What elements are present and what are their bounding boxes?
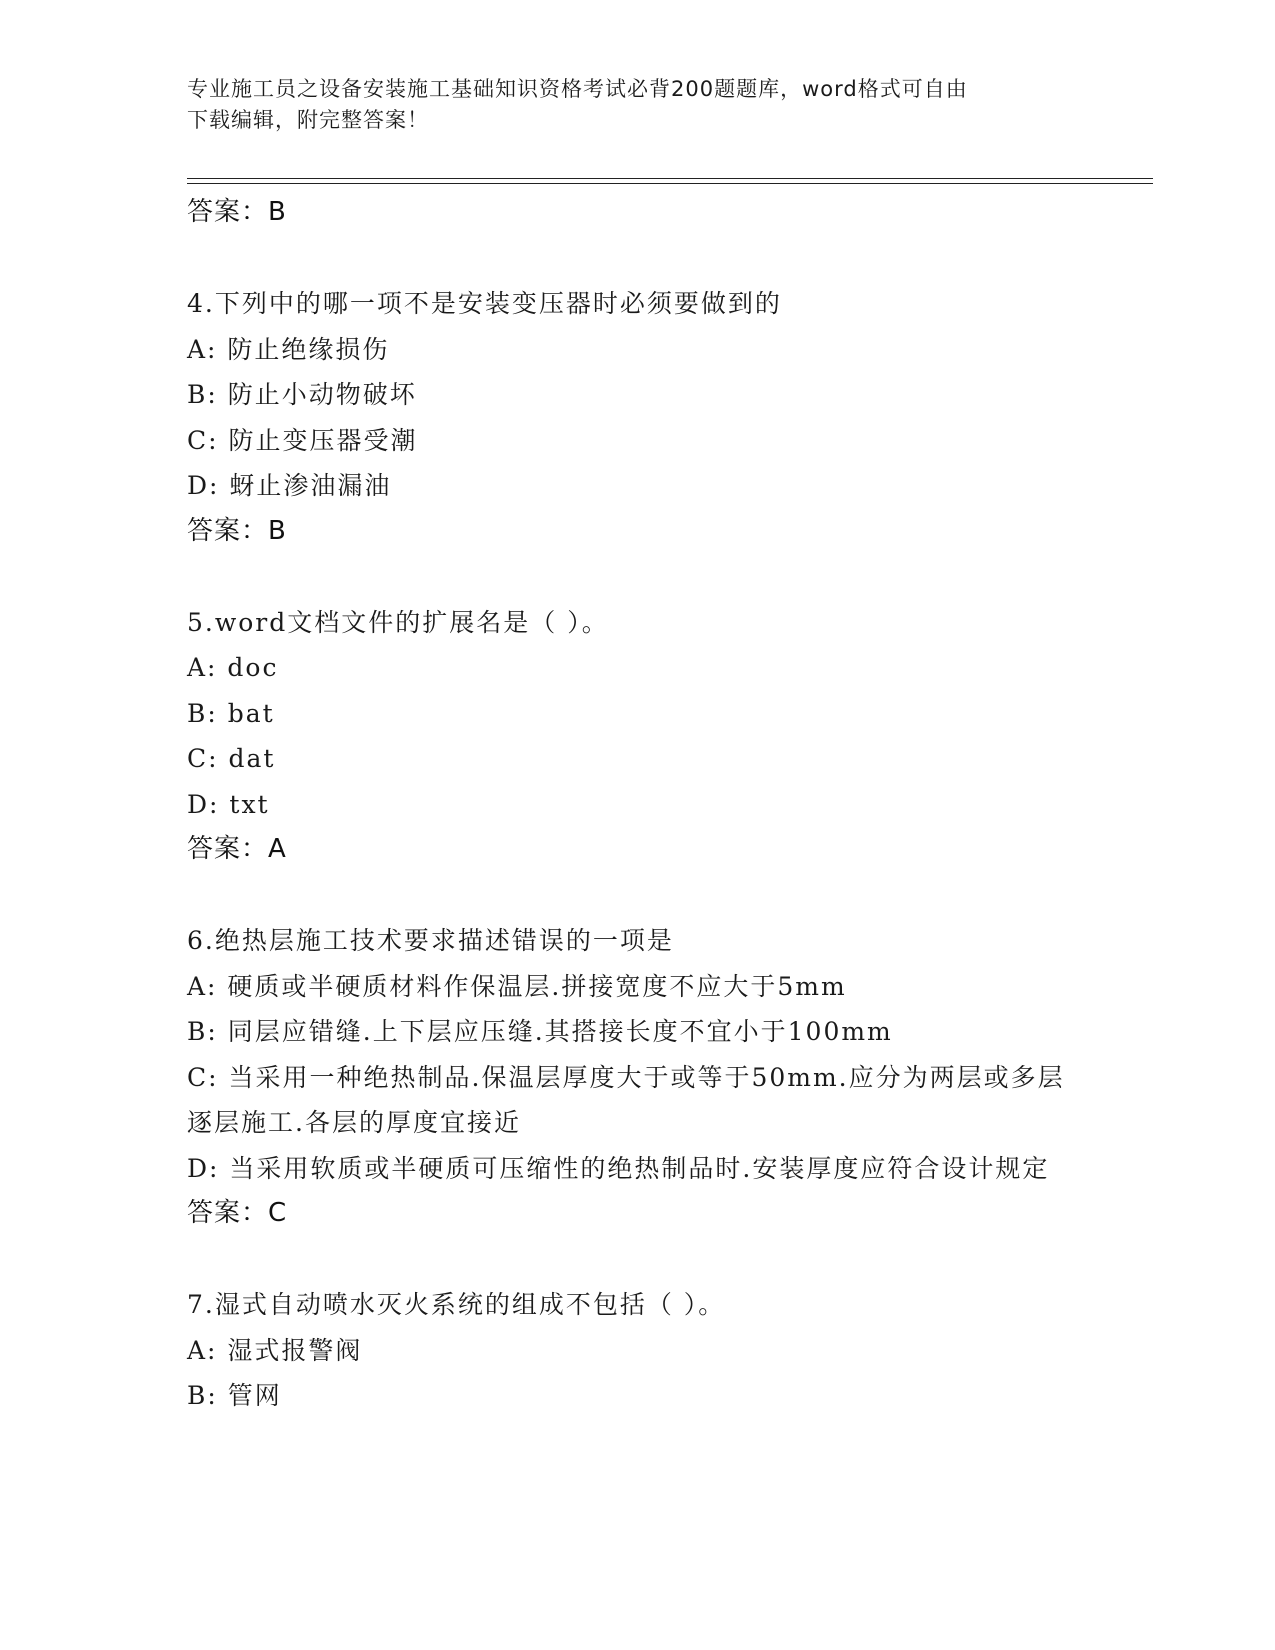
question-7 xyxy=(187,1282,1087,1419)
answer: 答案：B xyxy=(187,515,287,546)
question-5 xyxy=(187,600,1087,873)
question-list xyxy=(187,190,1087,1419)
spacer xyxy=(187,554,1087,600)
option-c: C: dat xyxy=(187,744,276,773)
option-d: D: 蚜止渗油漏油 xyxy=(187,471,392,500)
option-b: B: bat xyxy=(187,698,275,728)
header-divider-bottom xyxy=(187,183,1153,184)
question-stem: 6.绝热层施工技术要求描述错误的一项是 xyxy=(187,926,674,955)
spacer xyxy=(187,236,1087,282)
header-divider-top xyxy=(187,178,1153,179)
option-c: C: 防止变压器受潮 xyxy=(187,425,418,455)
answer: 答案：C xyxy=(187,1198,288,1228)
question-stem: 4.下列中的哪一项不是安装变压器时必须要做到的 xyxy=(187,289,782,318)
spacer xyxy=(187,1237,1087,1283)
spacer xyxy=(187,873,1087,919)
option-b: B: 管网 xyxy=(187,1381,282,1410)
question-4 xyxy=(187,281,1087,554)
option-a: A: 防止绝缘损伤 xyxy=(187,334,390,364)
header-line-1: 专业施工员之设备安装施工基础知识资格考试必背200题题库，word格式可自由 xyxy=(187,77,968,101)
option-a: A: 硬质或半硬质材料作保温层.拼接宽度不应大于5mm xyxy=(187,971,847,1001)
option-d: D: 当采用软质或半硬质可压缩性的绝热制品时.安装厚度应符合设计规定 xyxy=(187,1153,1050,1183)
header-line-2: 下载编辑，附完整答案！ xyxy=(187,108,429,132)
previous-answer: 答案：B xyxy=(187,197,287,227)
option-a: A: 湿式报警阀 xyxy=(187,1335,363,1365)
option-b: B: 防止小动物破坏 xyxy=(187,380,417,409)
option-a: A: doc xyxy=(187,653,279,682)
question-stem: 5.word文档文件的扩展名是（ ）。 xyxy=(187,607,609,637)
answer: 答案：A xyxy=(187,834,287,864)
question-6 xyxy=(187,918,1087,1237)
option-c: C: 当采用一种绝热制品.保温层厚度大于或等于50mm.应分为两层或多层逐层施工.各层的厚度宜接近 xyxy=(187,1062,1065,1137)
option-d: D: txt xyxy=(187,789,270,819)
document-header xyxy=(187,74,1087,136)
option-b: B: 同层应错缝.上下层应压缝.其搭接长度不宜小于100mm xyxy=(187,1017,893,1046)
question-stem: 7.湿式自动喷水灭火系统的组成不包括（ ）。 xyxy=(187,1290,726,1319)
